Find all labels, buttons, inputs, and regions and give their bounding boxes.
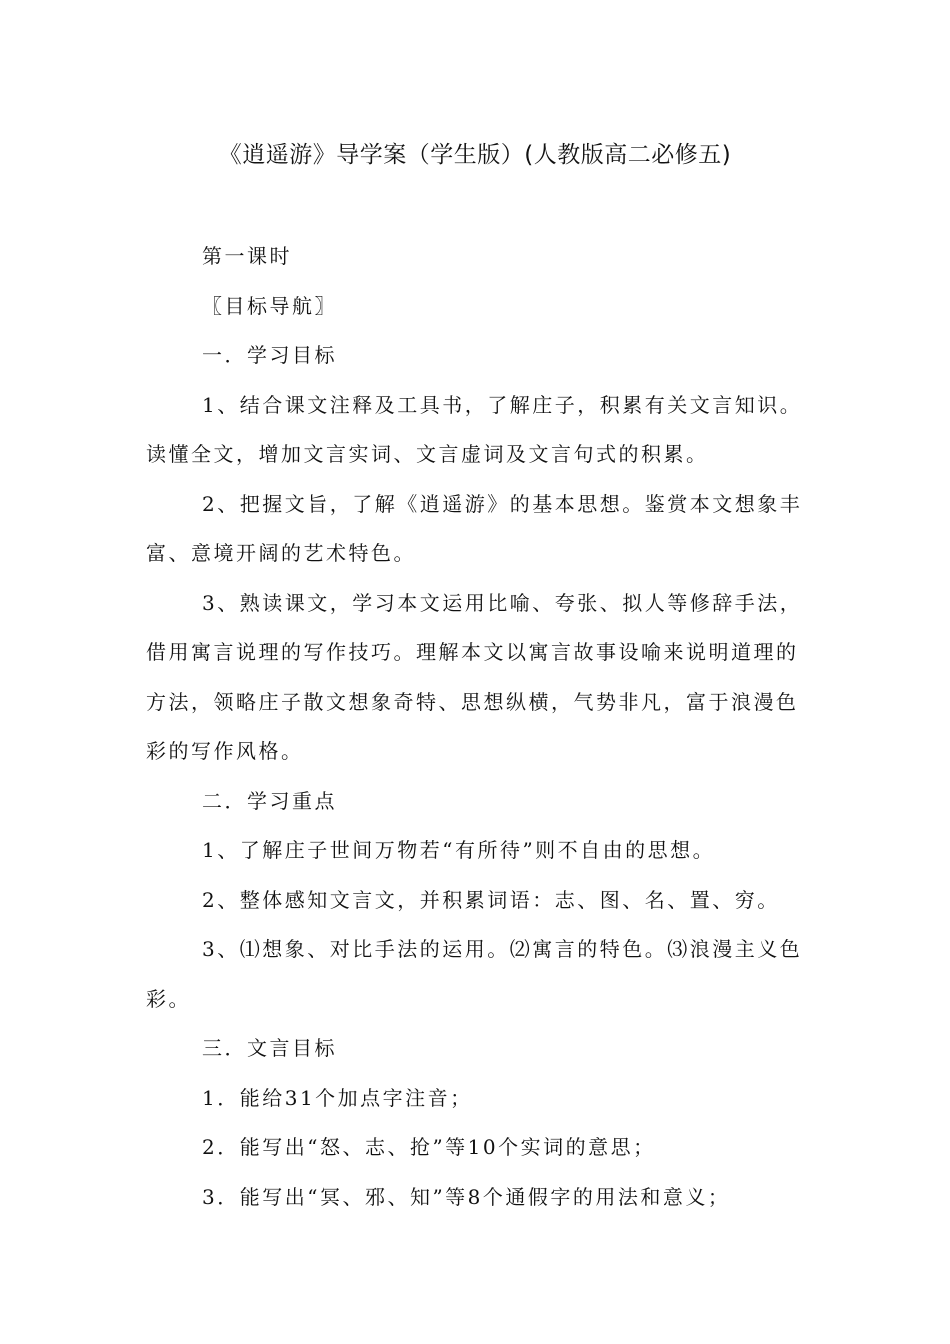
classical-goal-1: 1．能给31个加点字注音； (202, 1085, 473, 1110)
classical-goal-2: 2．能写出“怒、志、抢”等10个实词的意思； (202, 1135, 656, 1159)
section-heading-learning-goals: 一．学习目标 (202, 343, 337, 367)
goal-paragraph-1: 1、结合课文注释及工具书，了解庄子，积累有关文言知识。读懂全文，增加文言实词、文言虚词及文言句式的积累。 (146, 392, 803, 466)
document-body (146, 232, 808, 1222)
document-title: 《逍遥游》导学案（学生版）(人教版高二必修五) (218, 142, 732, 168)
classical-goal-3: 3．能写出“冥、邪、知”等8个通假字的用法和意义； (202, 1184, 731, 1209)
key-point-2: 2、整体感知文言文，并积累词语：志、图、名、置、穷。 (202, 887, 780, 912)
section-heading-key-points: 二．学习重点 (202, 788, 337, 813)
goal-paragraph-2: 2、把握文旨，了解《逍遥游》的基本思想。鉴赏本文想象丰富、意境开阔的艺术特色。 (146, 491, 803, 565)
lesson-heading: 第一课时 (202, 244, 292, 268)
section-label-goal-nav: 〖目标导航〗 (202, 293, 337, 318)
key-point-1: 1、了解庄子世间万物若“有所待”则不自由的思想。 (202, 838, 716, 862)
key-point-3: 3、⑴想象、对比手法的运用。⑵寓言的特色。⑶浪漫主义色彩。 (146, 937, 803, 1011)
goal-paragraph-3: 3、熟读课文，学习本文运用比喻、夸张、拟人等修辞手法，借用寓言说理的写作技巧。理解本文以寓言故事设喻来说明道理的方法，领略庄子散文想象奇特、思想纵横，气势非凡，富于浪漫色彩的写作风格。 (146, 590, 803, 763)
section-heading-classical-goals: 三．文言目标 (202, 1036, 337, 1060)
